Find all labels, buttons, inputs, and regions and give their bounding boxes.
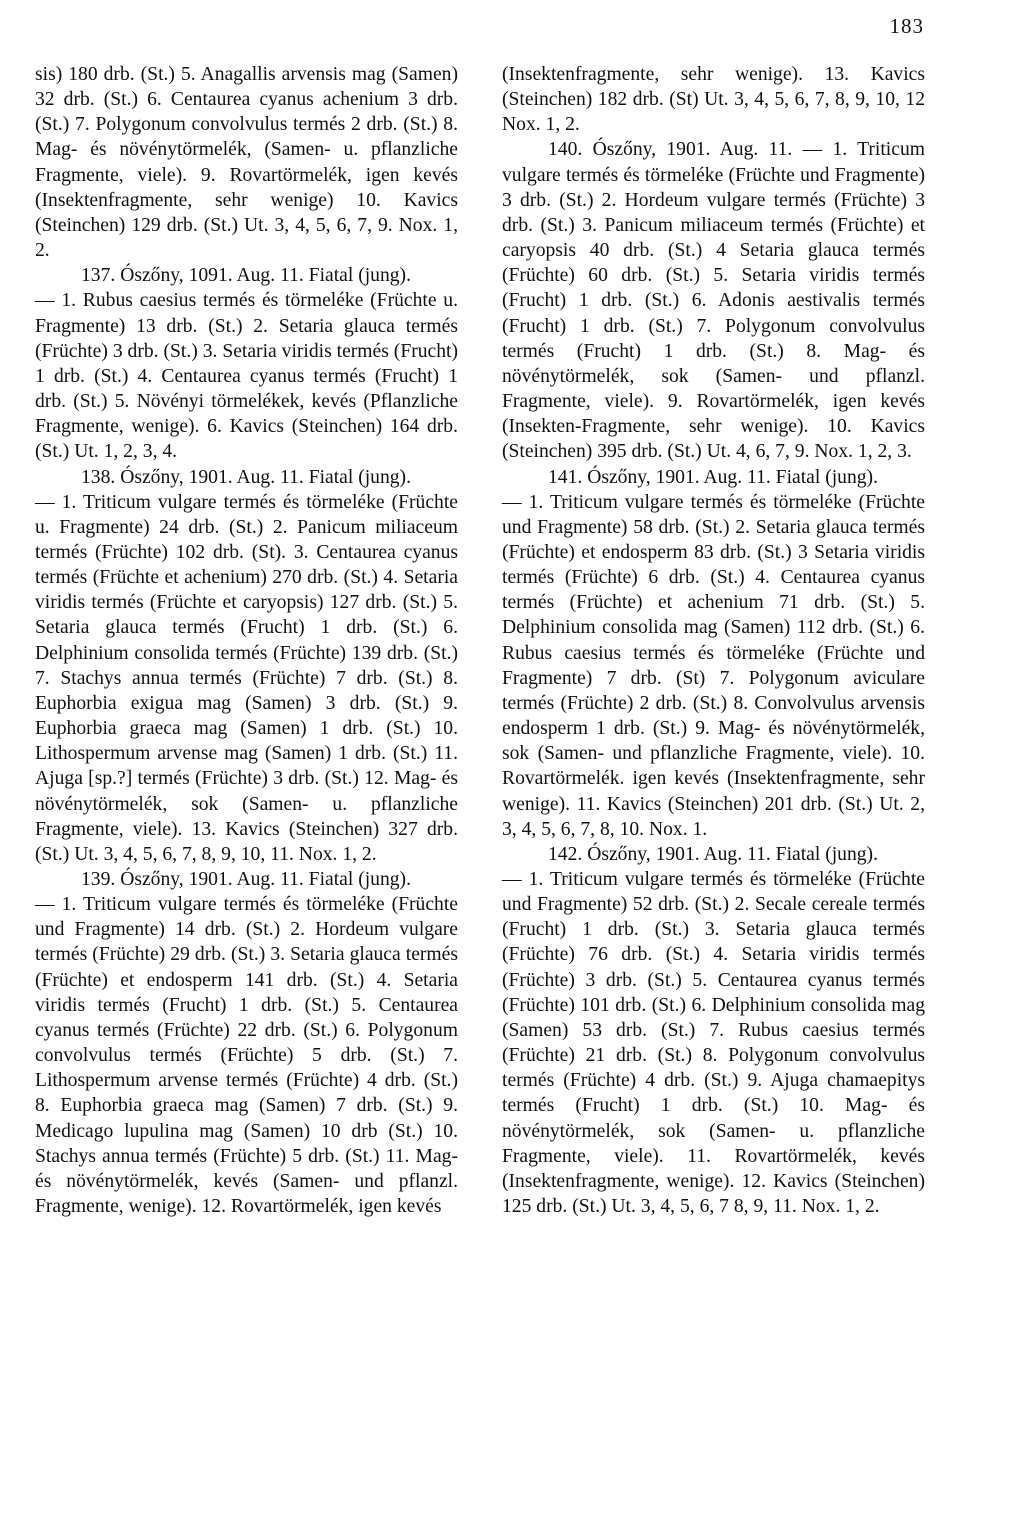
entry-paragraph: 140. Ószőny, 1901. Aug. 11. — 1. Triticum vulgare termés és törmeléke (Früchte und Fragmente) 3 drb. (St.) 2. Hordeum vulgare termés (Früchte) 3 drb. (St.) 3. Panicum miliaceum termés (Früchte) et caryopsis 40 drb. (St.) 4 Setaria glauca termés (Früchte) 60 drb. (St.) 5. Setaria viridis termés (Frucht) 1 drb. (St.) 6. Adonis aestivalis termés (Frucht) 1 drb. (St.) 7. Polygonum convolvulus termés (Frucht) 1 drb. (St.) 8. Mag- és növénytörmelék, sok (Samen- und pflanzl. Fragmente, viele). 9. Rovartörmelék, igen kevés (Insekten-Fragmente, sehr wenige). 10. Kavics (Steinchen) 395 drb. (St.) Ut. 4, 6, 7, 9. Nox. 1, 2, 3. (502, 139, 925, 463)
entry-heading: 137. Ószőny, 1091. Aug. 11. Fiatal (jung). (81, 265, 411, 287)
left-column (35, 62, 458, 1219)
right-column (502, 62, 925, 1219)
entry-heading: 138. Ószőny, 1901. Aug. 11. Fiatal (jung). (81, 466, 411, 488)
entry-heading: 142. Ószőny, 1901. Aug. 11. Fiatal (jung). (548, 843, 878, 865)
page-number: 183 (889, 14, 924, 38)
paragraph: — 1. Triticum vulgare termés és törmeléke (Früchte u. Fragmente) 24 drb. (St.) 2. Panicum miliaceum termés (Früchte) 102 drb. (St). 3. Centaurea cyanus termés (Früchte et achenium) 270 drb. (St.) 4. Setaria viridis termés (Früchte et caryopsis) 127 drb. (St.) 5. Setaria glauca termés (Frucht) 1 drb. (St.) 6. Delphinium consolida termés (Früchte) 139 drb. (St.) 7. Stachys annua termés (Früchte) 7 drb. (St.) 8. Euphorbia exigua mag (Samen) 3 drb. (St.) 9. Euphorbia graeca mag (Samen) 1 drb. (St.) 10. Lithospermum arvense mag (Samen) 1 drb. (St.) 11. Ajuga [sp.?] termés (Früchte) 3 drb. (St.) 12. Mag- és növénytörmelék, sok (Samen- u. pflanzliche Fragmente, viele). 13. Kavics (Steinchen) 327 drb. (St.) Ut. 3, 4, 5, 6, 7, 8, 9, 10, 11. Nox. 1, 2. (35, 491, 458, 865)
entry-heading: 139. Ószőny, 1901. Aug. 11. Fiatal (jung). (81, 869, 411, 890)
paragraph: — 1. Triticum vulgare termés és törmeléke (Früchte und Fragmente) 14 drb. (St.) 2. Hordeum vulgare termés (Früchte) 29 drb. (St.) 3. Setaria glauca termés (Früchte) et endosperm 141 drb. (St.) 4. Setaria viridis termés (Frucht) 1 drb. (St.) 5. Centaurea cyanus termés (Früchte) 22 drb. (St.) 6. Polygonum convolvulus termés (Früchte) 5 drb. (St.) 7. Lithospermum arvense termés (Früchte) 4 drb. (St.) 8. Euphorbia graeca mag (Samen) 7 drb. (St.) 9. Medicago lupulina mag (Samen) 10 drb (St.) 10. Stachys annua termés (Früchte) 5 drb. (St.) 11. Mag- és növénytörmelék, kevés (Samen- und pflanzl. Fragmente, wenige). 12. Rovartörmelék, igen kevés (35, 894, 458, 1218)
paragraph: — 1. Rubus caesius termés és törmeléke (Früchte u. Fragmente) 13 drb. (St.) 2. Setaria glauca termés (Früchte) 3 drb. (St.) 3. Setaria viridis termés (Frucht) 1 drb. (St.) 4. Centaurea cyanus termés (Frucht) 1 drb. (St.) 5. Növényi törmelékek, kevés (Pflanzliche Fragmente, wenige). 6. Kavics (Steinchen) 164 drb. (St.) Ut. 1, 2, 3, 4. (35, 290, 458, 463)
paragraph: — 1. Triticum vulgare termés és törmeléke (Früchte und Fragmente) 58 drb. (St.) 2. Setaria glauca termés (Früchte) et endosperm 83 drb. (St.) 3 Setaria viridis termés (Früchte) 6 drb. (St.) 4. Centaurea cyanus termés (Früchte) et achenium 71 drb. (St.) 5. Delphinium consolida mag (Samen) 112 drb. (St.) 6. Rubus caesius termés és törmeléke (Früchte und Fragmente) 7 drb. (St) 7. Polygonum aviculare termés (Früchte) 2 drb. (St.) 8. Convolvulus arvensis endosperm 1 drb. (St.) 9. Mag- és növénytörmelék, sok (Samen- und pflanzliche Fragmente, viele). 10. Rovartörmelék. igen kevés (Insektenfragmente, sehr wenige). 11. Kavics (Steinchen) 201 drb. (St.) Ut. 2, 3, 4, 5, 6, 7, 8, 10. Nox. 1. (502, 491, 925, 840)
paragraph: — 1. Triticum vulgare termés és törmeléke (Früchte und Fragmente) 52 drb. (St.) 2. Secale cereale termés (Frucht) 1 drb. (St.) 3. Setaria glauca termés (Früchte) 76 drb. (St.) 4. Setaria viridis termés (Früchte) 3 drb. (St.) 5. Centaurea cyanus termés (Früchte) 101 drb. (St.) 6. Delphinium consolida mag (Samen) 53 drb. (St.) 7. Rubus caesius termés (Früchte) 21 drb. (St.) 8. Polygonum convolvulus termés (Früchte) 4 drb. (St.) 9. Ajuga chamaepitys termés (Frucht) 1 drb. (St.) 10. Mag- és növénytörmelék, sok (Samen- u. pflanzliche Fragmente, viele). 11. Rovartörmelék, kevés (Insektenfragmente, wenige). 12. Kavics (Steinchen) 125 drb. (St.) Ut. 3, 4, 5, 6, 7 8, 9, 11. Nox. 1, 2. (502, 869, 925, 1218)
paragraph: sis) 180 drb. (St.) 5. Anagallis arvensis mag (Samen) 32 drb. (St.) 6. Centaurea cyanus achenium 3 drb. (St.) 7. Polygonum convolvulus termés 2 drb. (St.) 8. Mag- és növénytörmelék, (Samen- u. pflanzliche Fragmente, viele). 9. Rovartörmelék, igen kevés (Insektenfragmente, sehr wenige) 10. Kavics (Steinchen) 129 drb. (St.) Ut. 3, 4, 5, 6, 7, 9. Nox. 1, 2. (35, 64, 458, 262)
paragraph: (Insektenfragmente, sehr wenige). 13. Kavics (Steinchen) 182 drb. (St) Ut. 3, 4, 5, 6, 7, 8, 9, 10, 12 Nox. 1, 2. (502, 64, 925, 136)
entry-heading: 141. Ószőny, 1901. Aug. 11. Fiatal (jung). (548, 466, 878, 488)
